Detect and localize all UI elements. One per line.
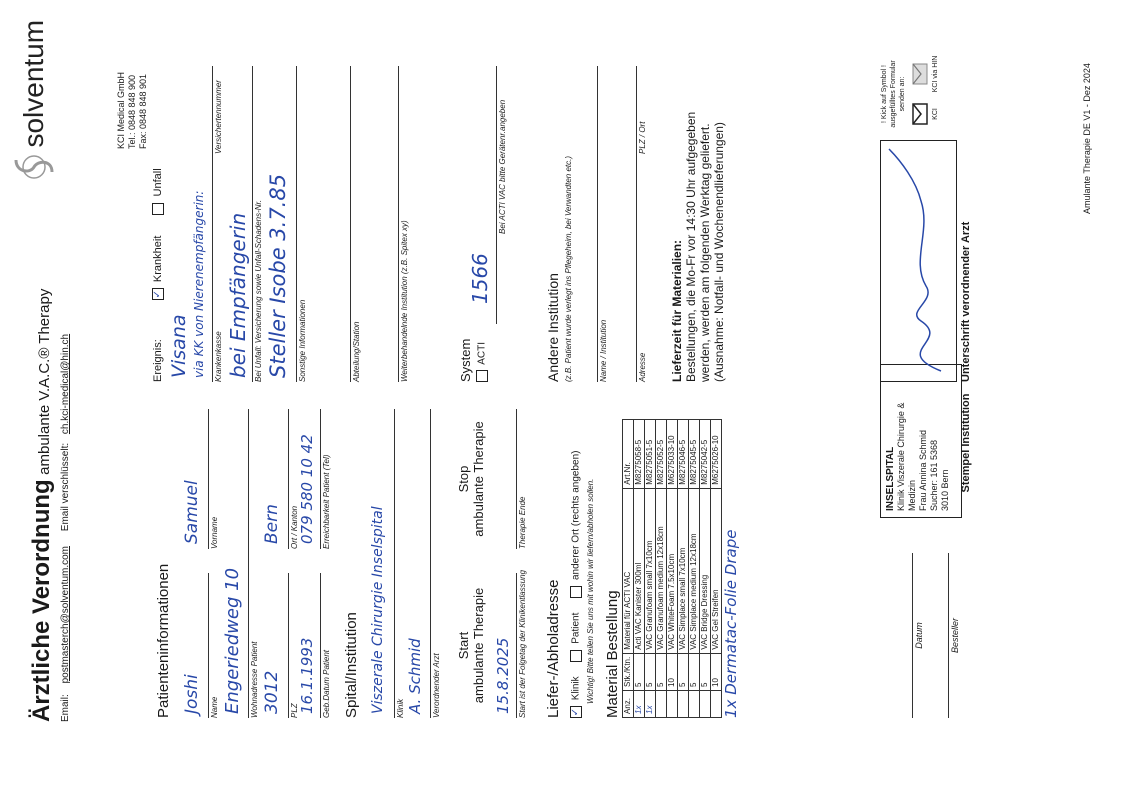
material-name: VAC Granufoam small 7x10cm [645,488,656,653]
arzt-value[interactable]: A. Schmid [406,638,424,714]
phone-value[interactable]: 079 580 10 42 [298,434,316,544]
sonstige-label: Sonstige Informationen [298,299,307,382]
insurer-value-1[interactable]: Visana [168,314,190,378]
material-anz[interactable] [700,691,711,718]
address-value[interactable]: Engeriedweg 10 [222,567,243,714]
material-art: M8275058-5 [634,419,645,488]
solventum-logo-icon [10,152,58,182]
start-title-1: Start [456,631,471,660]
plz-ort-label: PLZ / Ort [638,121,647,154]
delivery-options [570,451,582,718]
vorname-label: Vorname [210,516,219,549]
form-title [28,289,56,722]
material-art: M8275051-5 [645,419,656,488]
delivery-time-line2: werden, werden am folgenden Werktag geliefert. [698,123,712,382]
start-value[interactable]: 15.8.2025 [494,637,512,714]
send-kcivahin-button[interactable] [910,54,939,94]
dob-label: Geb.Datum Patient [322,649,331,718]
start-title-2: ambulante Therapie [471,587,486,704]
start-title [456,573,486,718]
stempel-label: Stempel Institution [960,393,972,493]
weiter-label: Weiterbehandelnde Institution (z.B. Spitex xy) [400,220,409,382]
material-row [656,419,667,717]
stamp-line-2: Klinik Viszerale Chirurgie & Medizin [896,402,917,511]
col-stk: Stk./Ktn. [623,653,634,690]
acti-value[interactable]: 1566 [468,253,492,304]
acti-label: ACTI [476,341,488,365]
dob-value[interactable]: 16.1.1993 [298,637,316,714]
kciahin-label: KCI via HIN [932,55,939,93]
material-anz[interactable]: 1x [634,691,645,718]
material-name: VAC Gel Streifen [711,488,722,653]
stamp [880,364,962,518]
start-label: Start ist der Folgetag der Klinikentlassung [518,569,527,718]
company-fax: Fax: 0848 848 901 [138,73,148,149]
arzt-label: Verordnender Arzt [432,653,441,718]
col-art: Art.Nr. [623,419,634,488]
unfall-label: Unfall [152,168,164,197]
material-row [700,419,711,717]
material-stk: 5 [656,653,667,690]
stop-label: Therapie Ende [518,496,527,549]
col-anz: Anz. [623,691,634,718]
address-label: Wohnadresse Patient [250,641,259,718]
event-row [152,168,164,382]
adresse-label: Adresse [638,352,647,382]
event-label: Ereignis: [152,339,164,382]
material-anz[interactable] [711,691,722,718]
material-anz[interactable]: 1x [645,691,656,718]
brand-name: solventum [18,19,49,148]
material-name: VAC Simplace medium 12x18cm [689,488,700,653]
stamp-line-4: Sucher: 161 5368 [929,439,939,511]
title-rest: ambulante V.A.C.® Therapy [36,288,53,475]
unfall-info-label: Bei Unfall: Versicherung sowie Unfall-Schadens-Nr. [254,199,263,382]
material-art: M8275052-5 [656,419,667,488]
stop-title-1: Stop [456,465,471,493]
material-name: Acti VAC Kanister 300ml [634,488,645,653]
ort-label: Ort / Kanton [290,505,299,549]
name-inst-label: Name / Institution [599,319,608,382]
material-row [689,419,700,717]
plz-value[interactable]: 3012 [262,670,282,714]
acti-row [476,342,488,382]
material-art: M8275046-5 [678,419,689,488]
material-anz[interactable] [656,691,667,718]
name-value[interactable]: Joshi [182,674,202,714]
material-rows [634,419,722,717]
klinik-label: Klinik [396,698,405,718]
material-stk: 5 [634,653,645,690]
klinik-option: Klinik [570,676,582,701]
material-row [678,419,689,717]
send-kci-button[interactable] [910,99,939,129]
plz-label: PLZ [290,703,299,718]
email-enc-link[interactable]: ch.kci-medical@hin.ch [60,333,71,435]
title-bold: Ärztliche Verordnung [28,479,55,722]
anderer-option: anderer Ort (rechts angeben) [570,450,582,581]
email-link[interactable]: postmasterch@solventum.com [60,546,71,684]
patient-checkbox[interactable] [570,650,582,662]
klinik-checkbox[interactable]: ✓ [570,707,581,717]
delivery-time-line1: Bestellungen, die Mo-Fr vor 14:30 Uhr aufgegeben [684,111,698,382]
material-row [645,419,656,717]
material-stk: 5 [700,653,711,690]
material-name: VAC WhiteFoam 7.5x10cm [667,488,678,653]
material-row [711,419,722,717]
versicherten-value[interactable]: bei Empfängerin [226,212,250,378]
material-anz[interactable] [689,691,700,718]
envelope-hin-icon [910,62,930,86]
col-material: Material für ACTI VAC [623,488,634,653]
spital-heading: Spital/Institution [343,612,360,718]
material-art: M8275042-5 [700,419,711,488]
delivery-heading: Liefer-/Abholadresse [545,579,562,718]
unterschrift-label: Unterschrift verordnender Arzt [960,221,972,382]
kick-line-1: ! Kick auf Symbol ! [881,65,888,123]
abteilung-label: Abteilung/Station [352,321,361,382]
email-label: Email: [60,694,71,722]
material-anz[interactable] [678,691,689,718]
material-stk: 10 [711,653,722,690]
geraet-label: Bei ACTI VAC bitte Gerätenr.angeben [498,99,507,234]
material-stk: 5 [689,653,700,690]
sonstige-value[interactable]: Steller Isobe 3.7.85 [266,173,290,378]
version-label: Amulante Therapie DE V1 - Dez 2024 [1082,63,1092,214]
patient-option: Patient [570,612,582,644]
material-anz[interactable] [667,691,678,718]
material-heading: Material Bestellung [604,590,621,718]
klinik-value[interactable]: Viszerale Chirurgie Inselspital [370,506,386,714]
material-art: M8275045-5 [689,419,700,488]
material-name: VAC Granufoam medium 12x18cm [656,488,667,653]
delivery-note: Wichtig! Bitte teilen Sie uns mit wohin wir liefern/abholen sollen. [586,478,595,704]
material-row [634,419,645,717]
versicherten-label: Versichertennummer [214,80,223,154]
kick-note [880,54,907,134]
krankheit-checkbox[interactable]: ✓ [152,289,164,299]
krankenkasse-label: Krankenkasse [214,331,223,382]
company-block [116,72,149,149]
delivery-time [670,112,726,382]
material-stk: 5 [678,653,689,690]
patient-heading: Patienteninformationen [155,563,172,718]
material-stk: 5 [645,653,656,690]
material-extra[interactable]: 1x Dermatac-Folie Drape [722,529,740,718]
company-name: KCI Medical GmbH [116,71,126,149]
insurer-value-2[interactable]: via KK von Nierenempfängerin: [192,190,206,378]
vorname-value[interactable]: Samuel [182,480,202,544]
envelope-icon [910,102,930,126]
anderer-checkbox[interactable] [570,586,582,598]
system-label: System [458,338,473,382]
material-name: VAC Simplace small 7x10cm [678,488,689,653]
signature-box[interactable] [880,140,957,382]
acti-checkbox[interactable] [476,370,488,382]
material-header-row [623,419,634,717]
unfall-checkbox[interactable] [152,203,164,215]
brand-logo [10,20,58,182]
stamp-line-1: INSELSPITAL [885,446,896,511]
material-art: M6275033-10 [667,419,678,488]
andere-sub: (z.B. Patient wurde verlegt ins Pflegeheim, bei Verwandten etc.) [564,155,573,382]
material-art: M6275026-10 [711,419,722,488]
email-enc-label: Email verschlüsselt: [60,442,71,532]
kci-label: KCI [932,108,939,120]
krankheit-label: Krankheit [152,235,164,283]
stamp-line-3: Frau Annina Schmid [918,429,928,511]
delivery-time-line3: (Ausnahme: Notfall- und Wochenendlieferungen) [712,122,726,382]
company-tel: Tel.: 0848 848 900 [127,74,137,149]
signature-scribble-icon [881,141,956,381]
phone-label: Erreichbarkeit Patient (Tel) [322,454,331,549]
stamp-line-5: 3010 Bern [940,469,950,511]
name-label: Name [210,696,219,718]
email-line [60,334,71,722]
kick-line-2: ausgefülltes Formular senden an: [890,60,906,128]
ort-value[interactable]: Bern [262,504,282,544]
datum-label: Datum [914,622,924,649]
material-name: VAC Bridge Dressing [700,488,711,653]
material-stk: 10 [667,653,678,690]
stop-title [456,409,486,549]
andere-heading: Andere Institution [545,273,561,382]
stop-title-2: ambulante Therapie [471,421,486,537]
material-table [622,419,722,718]
material-row [667,419,678,717]
besteller-label: Besteller [950,618,960,654]
delivery-time-heading: Lieferzeit für Materialien: [670,239,684,382]
